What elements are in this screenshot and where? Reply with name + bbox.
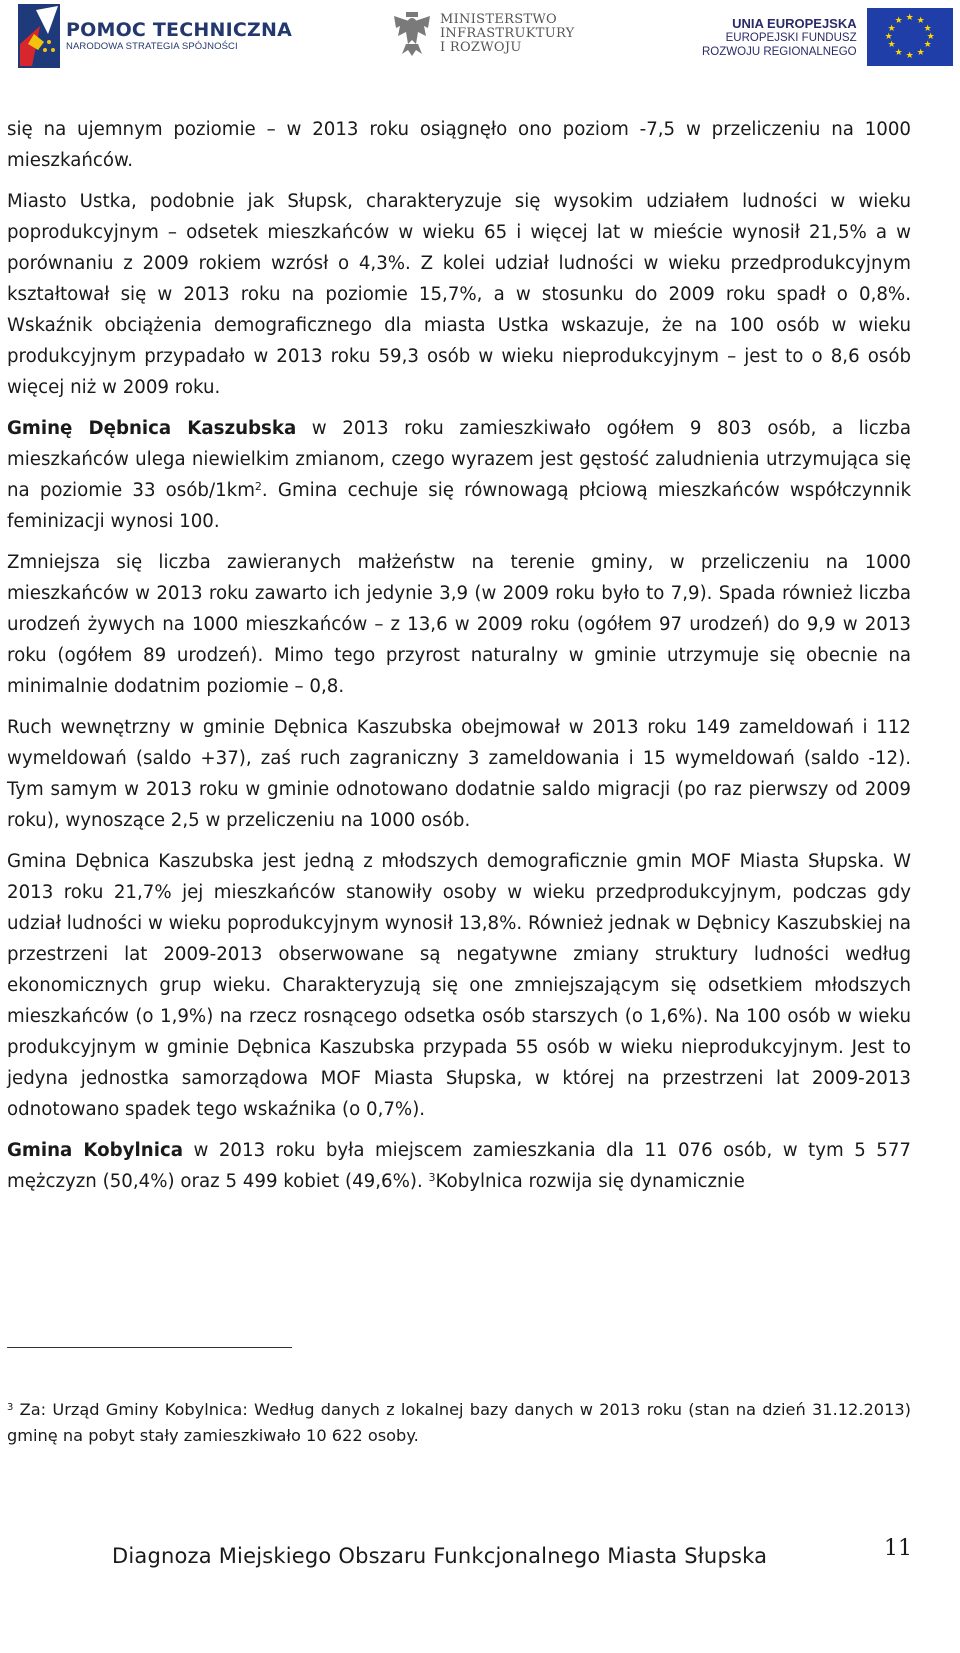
paragraph-4: Zmniejsza się liczba zawieranych małżeństw na terenie gminy, w przeliczeniu na 1000 mieszkańców w 2013 roku zawarto ich jedynie 3,9 (w 2009 roku było to 7,9). Spada również liczba urodzeń żywych na 1000 mieszkańców – z 13,6 w 2009 roku (ogółem 97 urodzeń) do 9,9 w 2013 roku (ogółem 89 urodzeń). Mimo tego przyrost naturalny w gminie utrzymuje się obecnie na minimalnie dodatnim poziomie – 0,8. bbox=[7, 552, 911, 697]
eu-line-1: UNIA EUROPEJSKA bbox=[732, 15, 857, 31]
paragraph-3-text-b: . Gmina cechuje się równowagą płciową mieszkańców współczynnik feminizacji wynosi 100. bbox=[7, 480, 912, 532]
paragraph-2: Miasto Ustka, podobnie jak Słupsk, charakteryzuje się wysokim udziałem ludności w wieku poprodukcyjnym – odsetek mieszkańców w wieku 65 i więcej lat w mieście wynosił 21,5% a w porównaniu z 2009 rokiem wzrósł o 4,3%. Z kolei udział ludności w wieku przedprodukcyjnym kształtował się w 2013 roku na poziomie 15,7%, a w stosunku do 2009 roku spadł o 0,8%. Wskaźnik obciążenia demograficznego dla miasta Ustka wskazuje, że na 100 osób w wieku produkcyjnym przypadało w 2013 roku 59,3 osób w wieku nieprodukcyjnym – jest to o 8,6 osób więcej niż w 2009 roku. bbox=[7, 191, 911, 398]
footnote-separator bbox=[7, 1347, 292, 1348]
paragraph-7 bbox=[7, 1135, 911, 1197]
eu-flag-icon: ★ ★ ★ ★ ★ ★ ★ ★ ★ ★ ★ ★ bbox=[867, 8, 953, 66]
superscript-2: 2 bbox=[254, 480, 262, 493]
paragraph-7-text-b: Kobylnica rozwija się dynamicznie bbox=[435, 1171, 745, 1192]
page-header bbox=[0, 0, 960, 78]
eu-logo bbox=[702, 8, 953, 66]
paragraph-3-text-a: w 2013 roku zamieszkiwało ogółem 9 803 osób, a liczba mieszkańców ulega niewielkim zmianom, czego wyrazem jest gęstość zaludnienia utrzymująca się na poziomie 33 osób/1km bbox=[7, 418, 911, 501]
paragraph-7-heading: Gmina Kobylnica bbox=[7, 1140, 183, 1161]
footnote-ref-3[interactable]: 3 bbox=[428, 1171, 436, 1184]
paragraph-3-heading: Gminę Dębnica Kaszubska bbox=[7, 418, 297, 439]
pomoc-techniczna-logo bbox=[18, 4, 292, 68]
page-number: 11 bbox=[884, 1536, 912, 1561]
eu-line-2: EUROPEJSKI FUNDUSZ bbox=[725, 31, 857, 44]
pt-subtitle: NARODOWA STRATEGIA SPÓJNOŚCI bbox=[66, 41, 238, 52]
paragraph-3 bbox=[7, 413, 911, 537]
document-body bbox=[7, 114, 911, 1207]
paragraph-1: się na ujemnym poziomie – w 2013 roku osiągnęło ono poziom -7,5 w przeliczeniu na 1000 mieszkańców. bbox=[7, 119, 911, 171]
paragraph-7-text-a: w 2013 roku była miejscem zamieszkania dla 11 076 osób, w tym 5 577 mężczyzn (50,4%) oraz 5 499 kobiet (49,6%). bbox=[7, 1140, 911, 1192]
footer-title: Diagnoza Miejskiego Obszaru Funkcjonalnego Miasta Słupska bbox=[112, 1544, 768, 1568]
ministry-line-2: INFRASTRUKTURY bbox=[440, 26, 575, 41]
paragraph-5: Ruch wewnętrzny w gminie Dębnica Kaszubska obejmował w 2013 roku 149 zameldowań i 112 wymeldowań (saldo +37), zaś ruch zagraniczny 3 zameldowania i 15 wymeldowań (saldo -12). Tym samym w 2013 roku w gminie odnotowano dodatnie saldo migracji (po raz pierwszy od 2009 roku), wynoszące 2,5 w przeliczeniu na 1000 osób. bbox=[7, 717, 911, 831]
paragraph-6: Gmina Dębnica Kaszubska jest jedną z młodszych demograficznie gmin MOF Miasta Słupska. W 2013 roku 21,7% jej mieszkańców stanowiły osoby w wieku przedprodukcyjnym, podczas gdy udział ludności w wieku poprodukcyjnym wynosił 13,8%. Również jednak w Dębnicy Kaszubskiej na przestrzeni lat 2009-2013 obserwowane są negatywne zmiany struktury ludności według ekonomicznych grup wieku. Charakteryzują się one zmniejszającym się odsetkiem młodszych mieszkańców (o 1,9%) na rzecz rosnącego odsetka osób starszych (o 1,6%). Na 100 osób w wieku produkcyjnym w gminie Dębnica Kaszubska przypada 55 osób w wieku nieprodukcyjnym. Jest to jedyna jednostka samorządowa MOF Miasta Słupska, w której na przestrzeni lat 2009-2013 odnotowano spadek tego wskaźnika (o 0,7%). bbox=[7, 851, 911, 1120]
ministry-logo bbox=[392, 10, 575, 58]
footnote bbox=[7, 1397, 911, 1449]
ministry-line-3: I ROZWOJU bbox=[440, 40, 522, 55]
ministry-line-1: MINISTERSTWO bbox=[440, 12, 558, 27]
pt-title: POMOC TECHNICZNA bbox=[66, 19, 292, 41]
polish-eagle-icon bbox=[392, 10, 432, 58]
eu-line-3: ROZWOJU REGIONALNEGO bbox=[702, 45, 857, 58]
pomoc-techniczna-emblem-icon bbox=[18, 4, 60, 68]
page-footer bbox=[112, 1536, 912, 1576]
footnote-number: 3 bbox=[7, 1402, 14, 1413]
footnote-text: Za: Urząd Gminy Kobylnica: Według danych z lokalnej bazy danych w 2013 roku (stan na dzień 31.12.2013) gminę na pobyt stały zamieszkiwało 10 622 osoby. bbox=[7, 1400, 911, 1445]
